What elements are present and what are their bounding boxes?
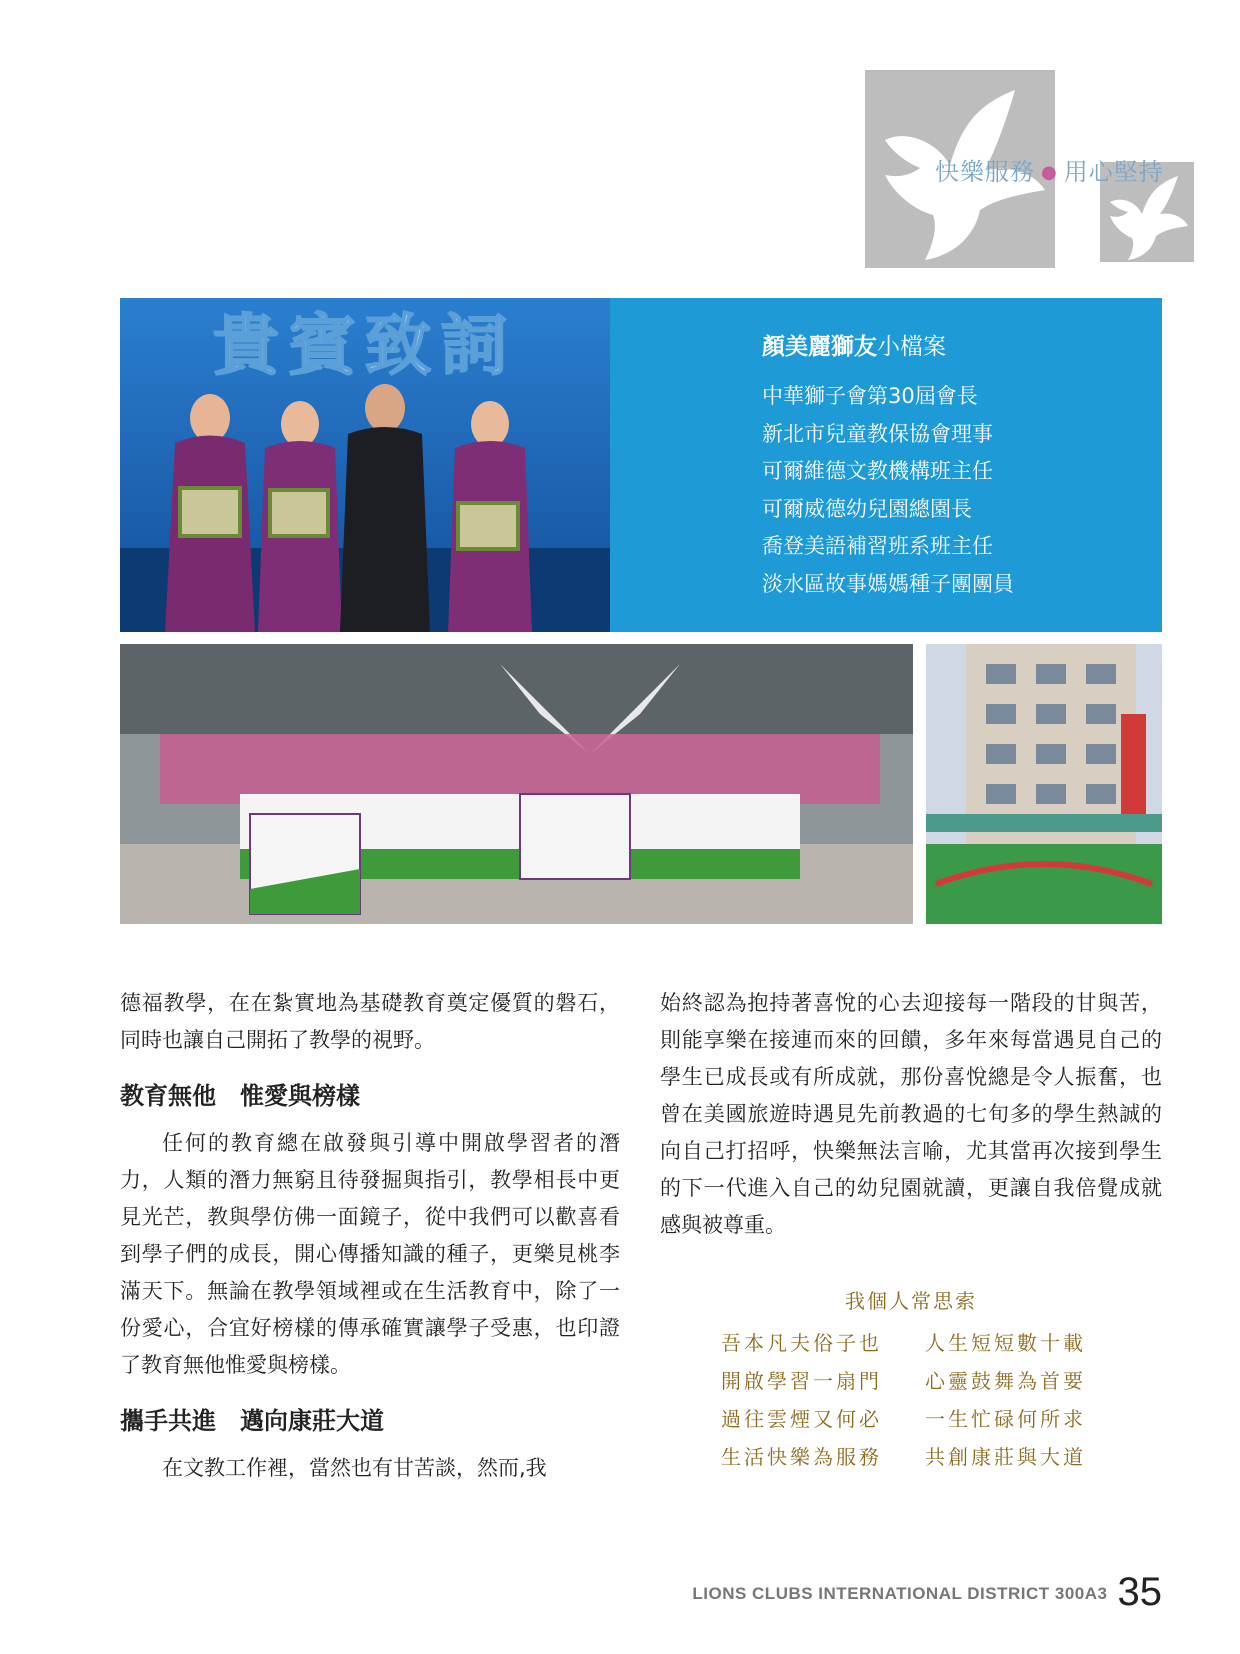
- profile-panel: [610, 298, 1162, 632]
- profile-name: 顏美麗獅友: [762, 334, 877, 360]
- profile-item: 中華獅子會第30屆會長: [762, 384, 978, 408]
- profile-title-suffix: 小檔案: [877, 334, 946, 360]
- poem-title: 我個人常思索: [845, 1289, 977, 1313]
- poem-block: [660, 1285, 1162, 1476]
- guest-speech-photo: [120, 298, 610, 632]
- poem-line-right: 人生短短數十載: [925, 1331, 1086, 1355]
- poem-line-left: 開啟學習一扇門: [721, 1369, 882, 1393]
- page-footer: [690, 1570, 1162, 1615]
- profile-item: 新北市兒童教保協會理事: [762, 421, 993, 446]
- footer-text: LIONS CLUBS INTERNATIONAL DISTRICT 300A3: [692, 1584, 1108, 1603]
- profile-item: 可爾維德文教機構班主任: [762, 459, 993, 483]
- right-column: [660, 985, 1162, 1244]
- intro-paragraph: 德福教學，在在紮實地為基礎教育奠定優質的磐石，同時也讓自己開拓了教學的視野。: [120, 991, 620, 1052]
- paragraph-education: 任何的教育總在啟發與引導中開啟學習者的潛力，人類的潛力無窮且待發掘與指引，教學相長中更見光芒，教與學仿佛一面鏡子，從中我們可以歡喜看到學子們的成長，開心傳播知識的種子，更樂見桃李滿天下。無論在教學領域裡或在生活教育中，除了一份愛心，合宜好榜樣的傳承確實讓學子受惠，也印證了教育無他惟愛與榜樣。: [120, 1131, 620, 1377]
- right-paragraph: 始終認為抱持著喜悅的心去迎接每一階段的甘與苦，則能享樂在接連而來的回饋，多年來每當遇見自己的學生已成長或有所成就，那份喜悅總是令人振奮，也曾在美國旅遊時遇見先前教過的七旬多的學生熱誠的向自己打招呼，快樂無法言喻，尤其當再次接到學生的下一代進入自己的幼兒園就讀，更讓自我倍覺成就感與被尊重。: [660, 991, 1162, 1237]
- poem-line-right: 心靈鼓舞為首要: [925, 1369, 1086, 1393]
- poem-line-left: 吾本凡夫俗子也: [721, 1331, 882, 1355]
- profile-item: 可爾威德幼兒園總園長: [762, 496, 972, 521]
- poem-row: [660, 1324, 1162, 1362]
- building-photo: [926, 644, 1162, 924]
- poem-line-right: 一生忙碌何所求: [925, 1407, 1086, 1431]
- left-column: [120, 985, 620, 1487]
- poem-row: [660, 1362, 1162, 1400]
- header-slogan: [935, 152, 1164, 187]
- poem-row: [660, 1400, 1162, 1438]
- poem-line-left: 過往雲煙又何必: [721, 1407, 882, 1431]
- poem-row: [660, 1438, 1162, 1476]
- page-number: 35: [1117, 1570, 1162, 1614]
- profile-item: 淡水區故事媽媽種子團團員: [762, 571, 1014, 596]
- slogan-right: 用心堅持: [1063, 158, 1164, 186]
- banner-text: 貴賓致詞: [213, 307, 517, 384]
- group-photo: [120, 644, 913, 924]
- heading-education: 教育無他 惟愛與榜樣: [120, 1082, 360, 1110]
- profile-item: 喬登美語補習班系班主任: [762, 534, 993, 558]
- poem-line-left: 生活快樂為服務: [721, 1445, 882, 1469]
- poem-line-right: 共創康莊與大道: [925, 1445, 1086, 1469]
- profile-title: [762, 328, 946, 361]
- dot-separator-icon: ●: [1041, 162, 1058, 183]
- profile-list: [762, 378, 1014, 603]
- paragraph-together: 在文教工作裡，當然也有甘苦談，然而,我: [162, 1456, 547, 1480]
- heading-together: 攜手共進 邁向康莊大道: [120, 1407, 384, 1435]
- slogan-left: 快樂服務: [935, 158, 1035, 186]
